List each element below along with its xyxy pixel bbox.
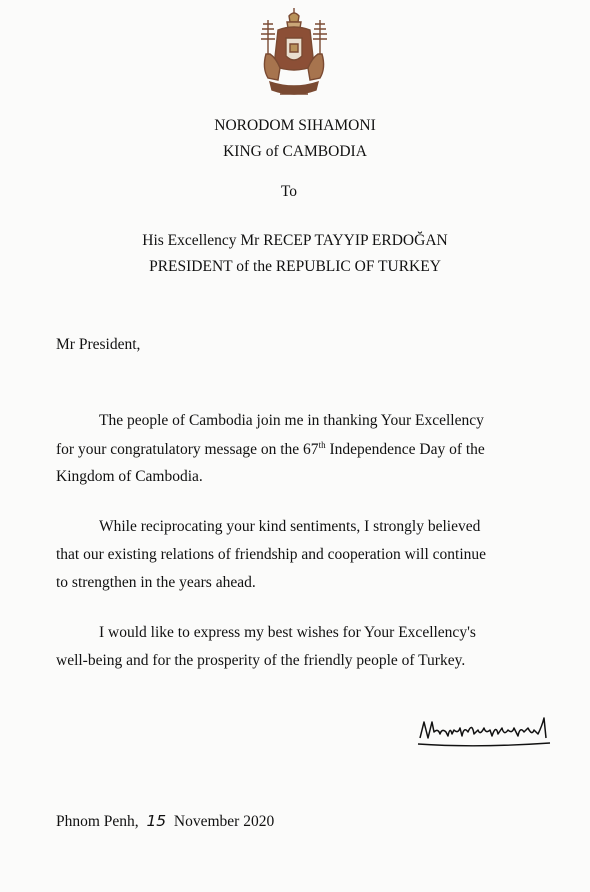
closing-month-year: November 2020	[173, 813, 275, 830]
closing-date	[56, 812, 274, 831]
sender-name: NORODOM SIHAMONI	[214, 117, 376, 134]
paragraph-2-line-3: to strengthen in the years ahead.	[56, 574, 256, 591]
handwritten-day: 15	[146, 812, 167, 830]
ordinal-suffix: th	[318, 440, 326, 450]
to-label: To	[280, 183, 298, 200]
sender-title: KING of CAMBODIA	[223, 143, 367, 160]
paragraph-3-line-2: well-being and for the prosperity of the friendly people of Turkey.	[56, 652, 466, 669]
recipient-line-1: His Excellency Mr RECEP TAYYIP ERDOĞAN	[142, 232, 448, 249]
paragraph-1-line-2: for your congratulatory message on the 67th Independence Day of the	[56, 440, 485, 458]
recipient-line-2: PRESIDENT of the REPUBLIC OF TURKEY	[149, 258, 441, 275]
paragraph-1-line-3: Kingdom of Cambodia.	[56, 468, 203, 485]
salutation: Mr President,	[56, 336, 141, 353]
paragraph-3-line-1: I would like to express my best wishes for Your Excellency's	[99, 624, 476, 641]
paragraph-1-line-1: The people of Cambodia join me in thanking Your Excellency	[99, 412, 484, 429]
closing-place: Phnom Penh,	[56, 813, 139, 830]
royal-coat-of-arms-icon	[258, 6, 330, 104]
paragraph-2-line-2: that our existing relations of friendship and cooperation will continue	[56, 546, 487, 563]
signature	[416, 708, 554, 752]
paragraph-2-line-1: While reciprocating your kind sentiments, I strongly believed	[99, 518, 481, 535]
